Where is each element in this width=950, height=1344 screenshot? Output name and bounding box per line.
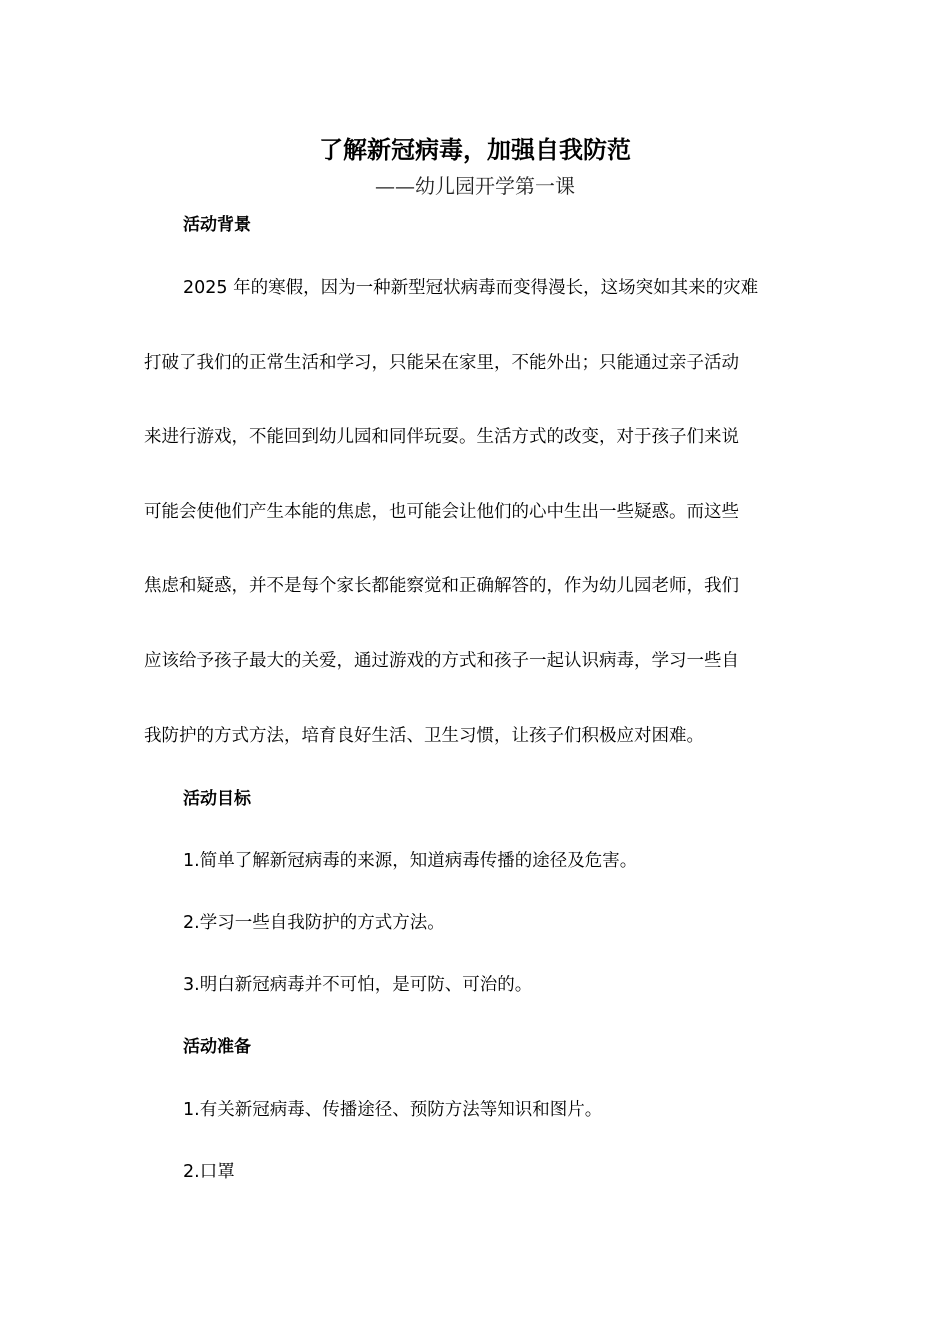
page-title: 了解新冠病毒，加强自我防范 xyxy=(319,136,631,164)
prep-item: 1.有关新冠病毒、传播途径、预防方法等知识和图片。 xyxy=(183,1100,603,1120)
paragraph-line: 应该给予孩子最大的关爱，通过游戏的方式和孩子一起认识病毒，学习一些自 xyxy=(144,650,739,671)
section-heading-goals: 活动目标 xyxy=(183,789,251,809)
prep-item: 2.口罩 xyxy=(183,1162,235,1182)
paragraph-line: 打破了我们的正常生活和学习，只能呆在家里，不能外出；只能通过亲子活动 xyxy=(144,352,739,373)
page-subtitle: ——幼儿园开学第一课 xyxy=(375,174,575,198)
background-paragraph xyxy=(144,276,844,798)
section-heading-prep: 活动准备 xyxy=(183,1037,251,1057)
section-heading-background: 活动背景 xyxy=(183,215,251,235)
paragraph-line: 焦虑和疑惑，并不是每个家长都能察觉和正确解答的，作为幼儿园老师，我们 xyxy=(144,576,739,597)
goal-item: 2.学习一些自我防护的方式方法。 xyxy=(183,913,445,933)
paragraph-line: 来进行游戏，不能回到幼儿园和同伴玩耍。生活方式的改变，对于孩子们来说 xyxy=(144,427,739,448)
goal-item: 1.简单了解新冠病毒的来源，知道病毒传播的途径及危害。 xyxy=(183,851,638,871)
paragraph-line: 2025 年的寒假，因为一种新型冠状病毒而变得漫长，这场突如其来的灾难 xyxy=(183,278,759,298)
paragraph-line: 我防护的方式方法，培育良好生活、卫生习惯，让孩子们积极应对困难。 xyxy=(144,725,704,746)
paragraph-line: 可能会使他们产生本能的焦虑，也可能会让他们的心中生出一些疑惑。而这些 xyxy=(144,501,739,522)
goal-item: 3.明白新冠病毒并不可怕，是可防、可治的。 xyxy=(183,975,533,995)
